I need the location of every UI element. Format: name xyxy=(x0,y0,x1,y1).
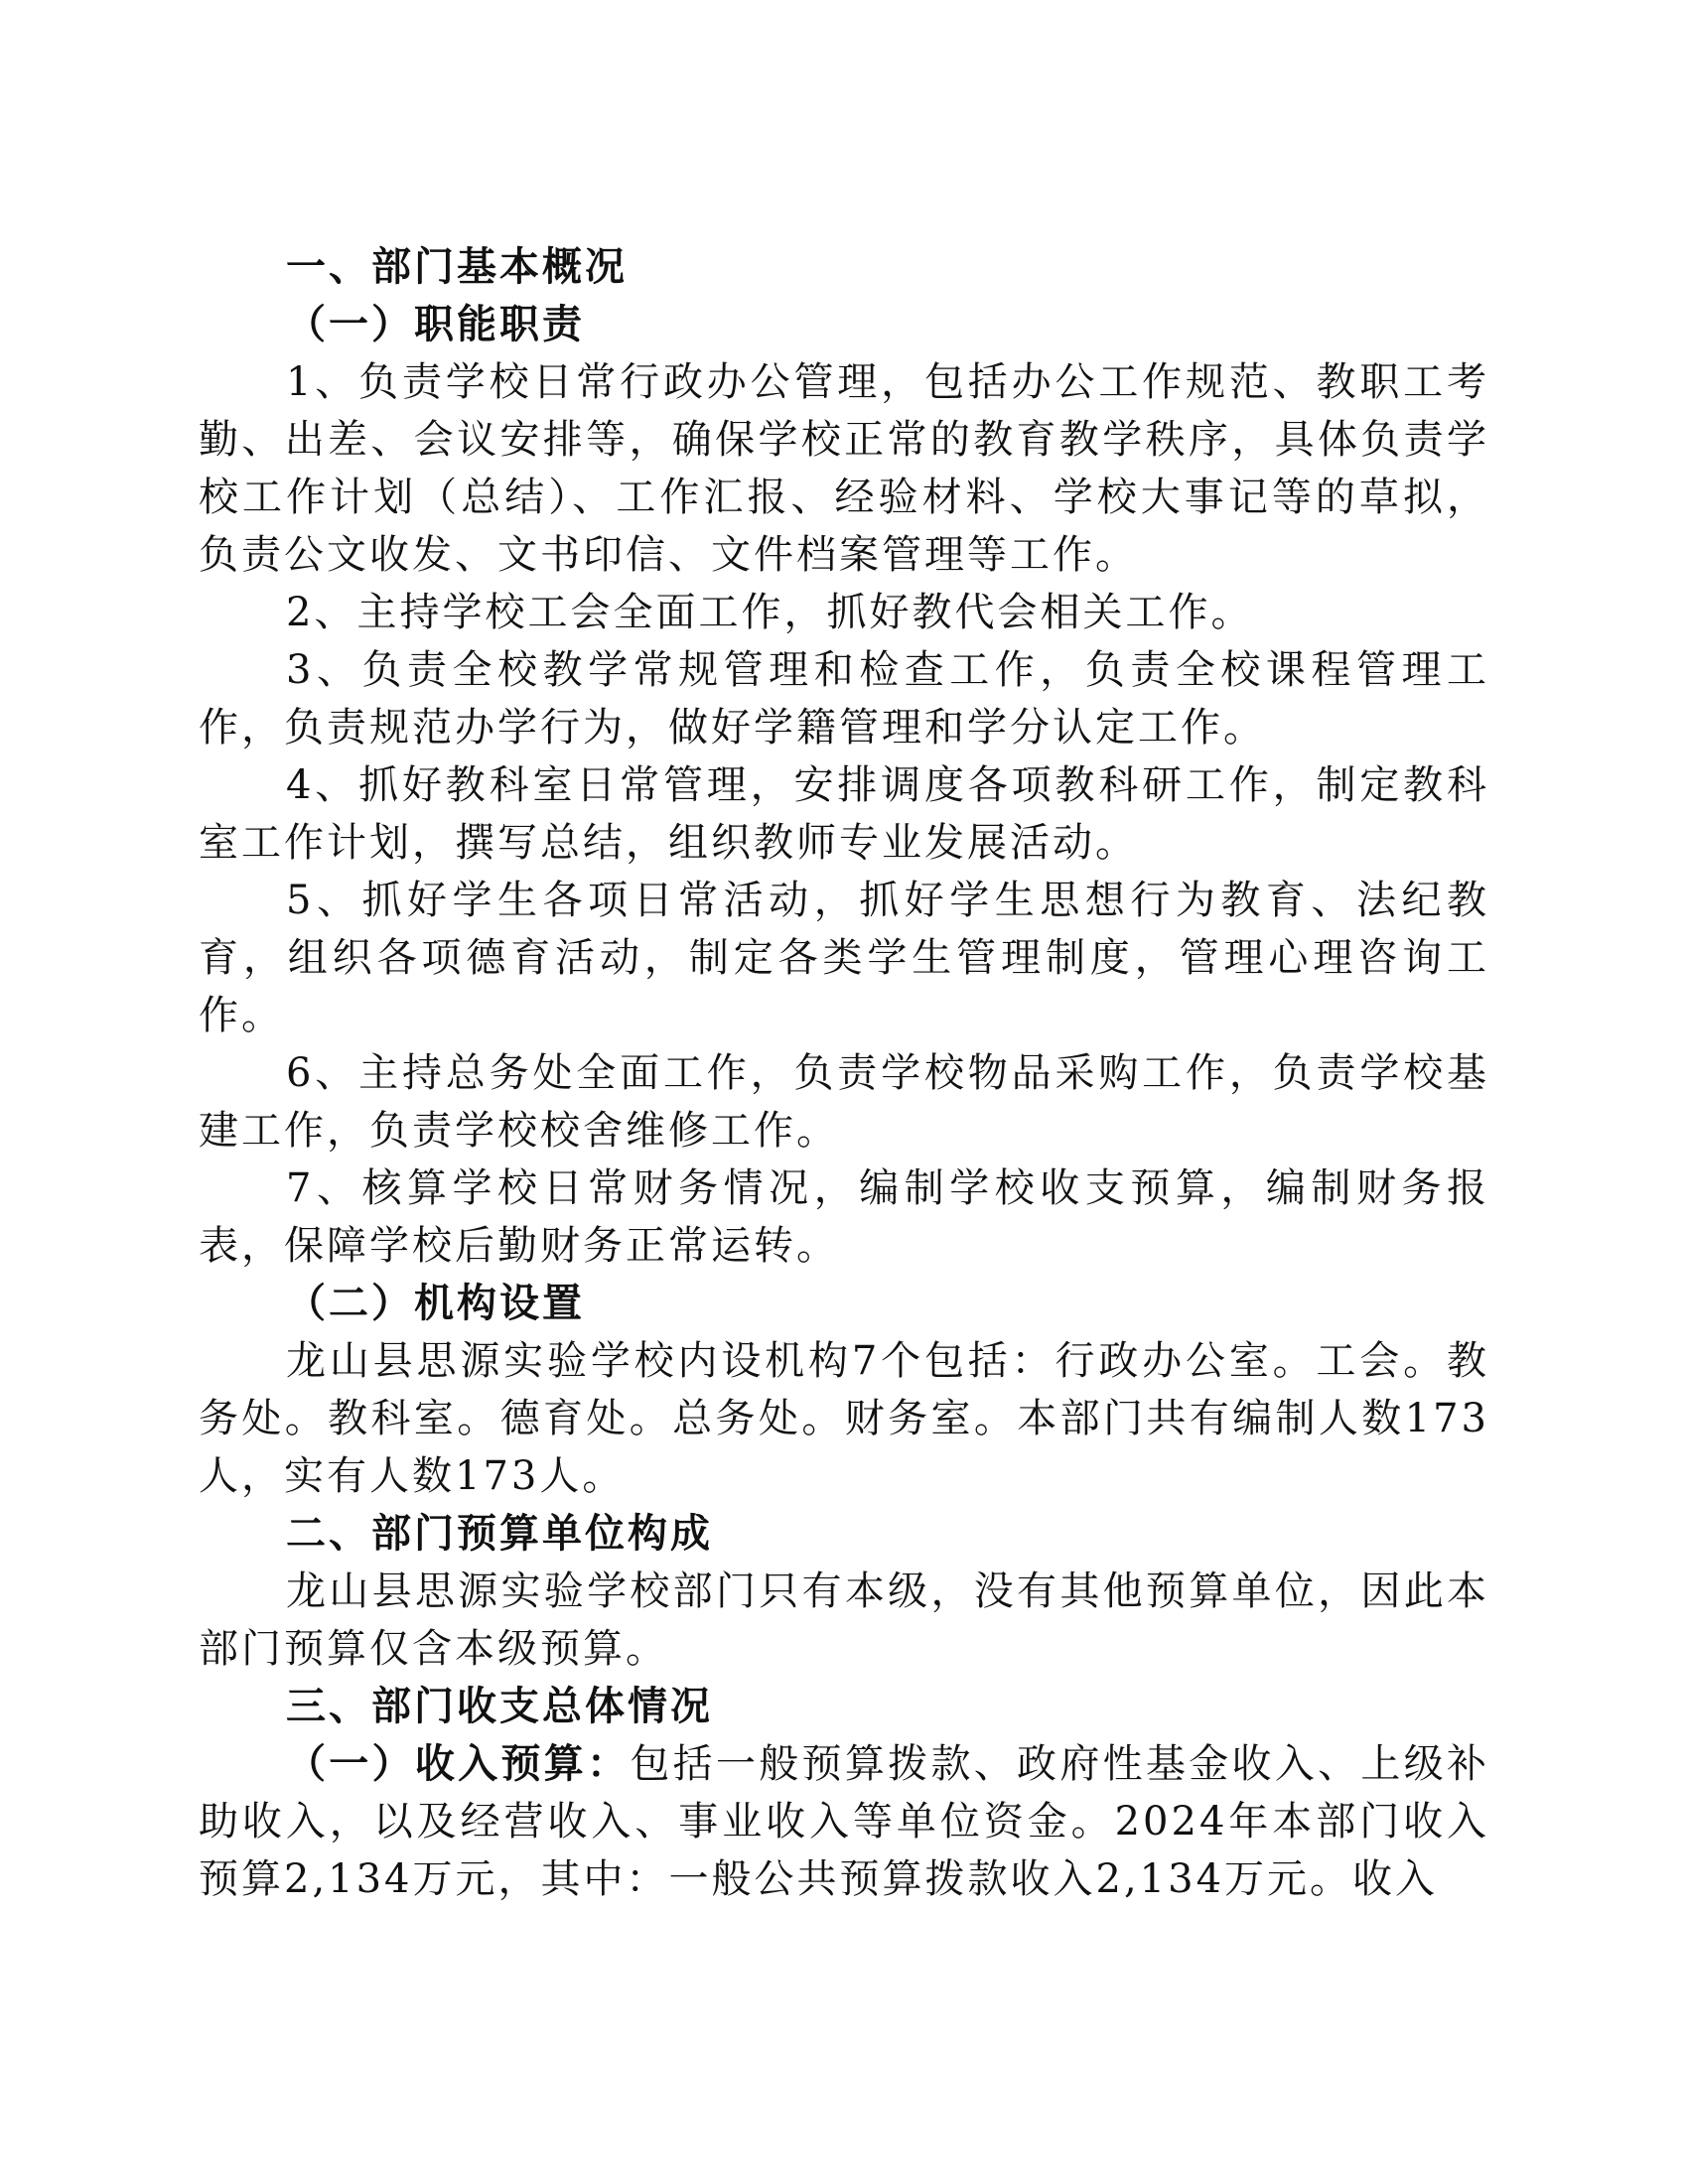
document-page xyxy=(199,238,1489,1908)
revenue-budget-paragraph xyxy=(199,1735,1489,1908)
section-heading-budget-units: 二、部门预算单位构成 xyxy=(286,1511,713,1557)
section-heading-basic-overview: 一、部门基本概况 xyxy=(286,244,628,290)
function-item-6: 6、主持总务处全面工作，负责学校物品采购工作，负责学校基建工作，负责学校校舍维修工作。 xyxy=(199,1050,1489,1154)
function-item-3: 3、负责全校教学常规管理和检查工作，负责全校课程管理工作，负责规范办学行为，做好学籍管理和学分认定工作。 xyxy=(199,647,1489,751)
function-item-1: 1、负责学校日常行政办公管理，包括办公工作规范、教职工考勤、出差、会议安排等，确保学校正常的教育教学秩序，具体负责学校工作计划（总结）、工作汇报、经验材料、学校大事记等的草拟，负责公文收发、文书印信、文件档案管理等工作。 xyxy=(199,359,1489,578)
function-item-5: 5、抓好学生各项日常活动，抓好学生思想行为教育、法纪教育，组织各项德育活动，制定各类学生管理制度，管理心理咨询工作。 xyxy=(199,878,1489,1038)
organization-paragraph: 龙山县思源实验学校内设机构7个包括：行政办公室。工会。教务处。教科室。德育处。总务处。财务室。本部门共有编制人数173人，实有人数173人。 xyxy=(199,1338,1489,1499)
function-item-7: 7、核算学校日常财务情况，编制学校收支预算，编制财务报表，保障学校后勤财务正常运转。 xyxy=(199,1165,1489,1269)
section-heading-overall-revenue-expenditure: 三、部门收支总体情况 xyxy=(286,1684,713,1729)
revenue-budget-text: 包括一般预算拨款、政府性基金收入、上级补助收入，以及经营收入、事业收入等单位资金。2024年本部门收入预算2,134万元，其中：一般公共预算拨款收入2,134万元。收入 xyxy=(199,1741,1490,1902)
subsection-heading-organization: （二）机构设置 xyxy=(286,1281,585,1326)
function-item-4: 4、抓好教科室日常管理，安排调度各项教科研工作，制定教科室工作计划，撰写总结，组织教师专业发展活动。 xyxy=(199,762,1489,866)
subsection-heading-functions: （一）职能职责 xyxy=(286,302,585,347)
function-item-2: 2、主持学校工会全面工作，抓好教代会相关工作。 xyxy=(286,590,1254,635)
budget-units-paragraph: 龙山县思源实验学校部门只有本级，没有其他预算单位，因此本部门预算仅含本级预算。 xyxy=(199,1569,1489,1672)
revenue-budget-label: （一）收入预算： xyxy=(286,1741,631,1787)
